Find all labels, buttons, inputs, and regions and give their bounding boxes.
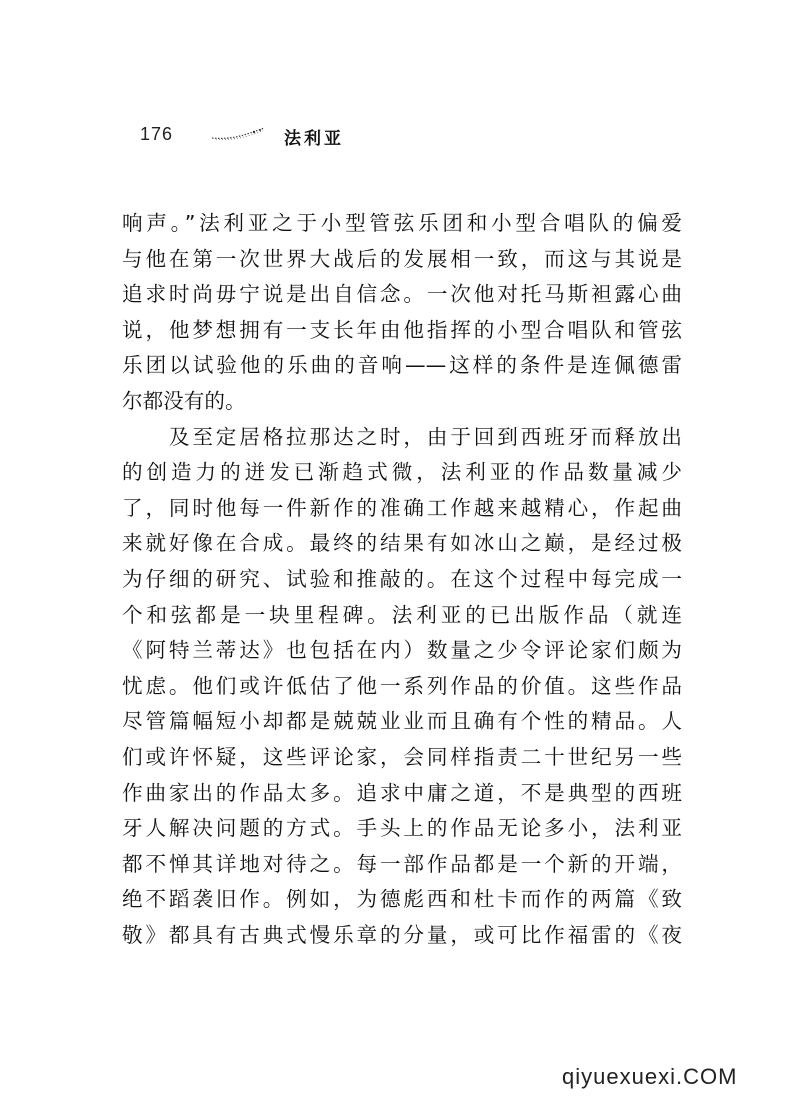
decorative-ornament-icon [210,126,266,142]
text-line: 个和弦都是一块里程碑。法利亚的已出版作品（就连 [122,602,682,627]
text-line: 牙人解决问题的方式。手头上的作品无论多小，法利亚 [122,816,682,841]
watermark-text: qiyuexuexi.COM [562,1064,738,1089]
text-line: 敬》都具有古典式慢乐章的分量，或可比作福雷的《夜 [122,922,682,947]
text-line: 了，同时他每一件新作的准确工作越来越精心，作起曲 [122,495,682,520]
text-line: 乐团以试验他的乐曲的音响——这样的条件是连佩德雷 [122,353,682,378]
text-line: 响声。”法利亚之于小型管弦乐团和小型合唱队的偏爱 [122,211,682,235]
text-line: 尔都没有的。 [122,388,246,413]
text-line: 们或许怀疑，这些评论家，会同样指责二十世纪另一些 [122,744,682,769]
text-line: 与他在第一次世界大战后的发展相一致，而这与其说是 [122,246,682,271]
text-line: 及至定居格拉那达之时，由于回到西班牙而释放出 [122,424,682,449]
text-line: 说，他梦想拥有一支长年由他指挥的小型合唱队和管弦 [122,317,682,342]
page-number: 176 [140,124,174,144]
text-line: 为仔细的研究、试验和推敲的。在这个过程中每完成一 [122,566,682,591]
text-line: 忧虑。他们或许低估了他一系列作品的价值。这些作品 [122,673,682,698]
site-watermark [562,1064,737,1090]
text-line: 来就好像在合成。最终的结果有如冰山之巅，是经过极 [122,531,682,556]
text-line: 作曲家出的作品太多。追求中庸之道，不是典型的西班 [122,780,682,805]
page-header [140,124,420,150]
text-line: 的创造力的迸发已渐趋式微，法利亚的作品数量减少 [122,460,682,485]
running-title: 法利亚 [284,129,344,149]
body-text [122,206,682,953]
text-line: 绝不蹈袭旧作。例如，为德彪西和杜卡而作的两篇《致 [122,887,682,912]
text-line: 追求时尚毋宁说是出自信念。一次他对托马斯袒露心曲 [122,282,682,307]
text-line: 尽管篇幅短小却都是兢兢业业而且确有个性的精品。人 [122,709,682,734]
text-line: 都不惮其详地对待之。每一部作品都是一个新的开端， [122,851,682,876]
text-line: 《阿特兰蒂达》也包括在内）数量之少令评论家们颇为 [122,638,682,663]
